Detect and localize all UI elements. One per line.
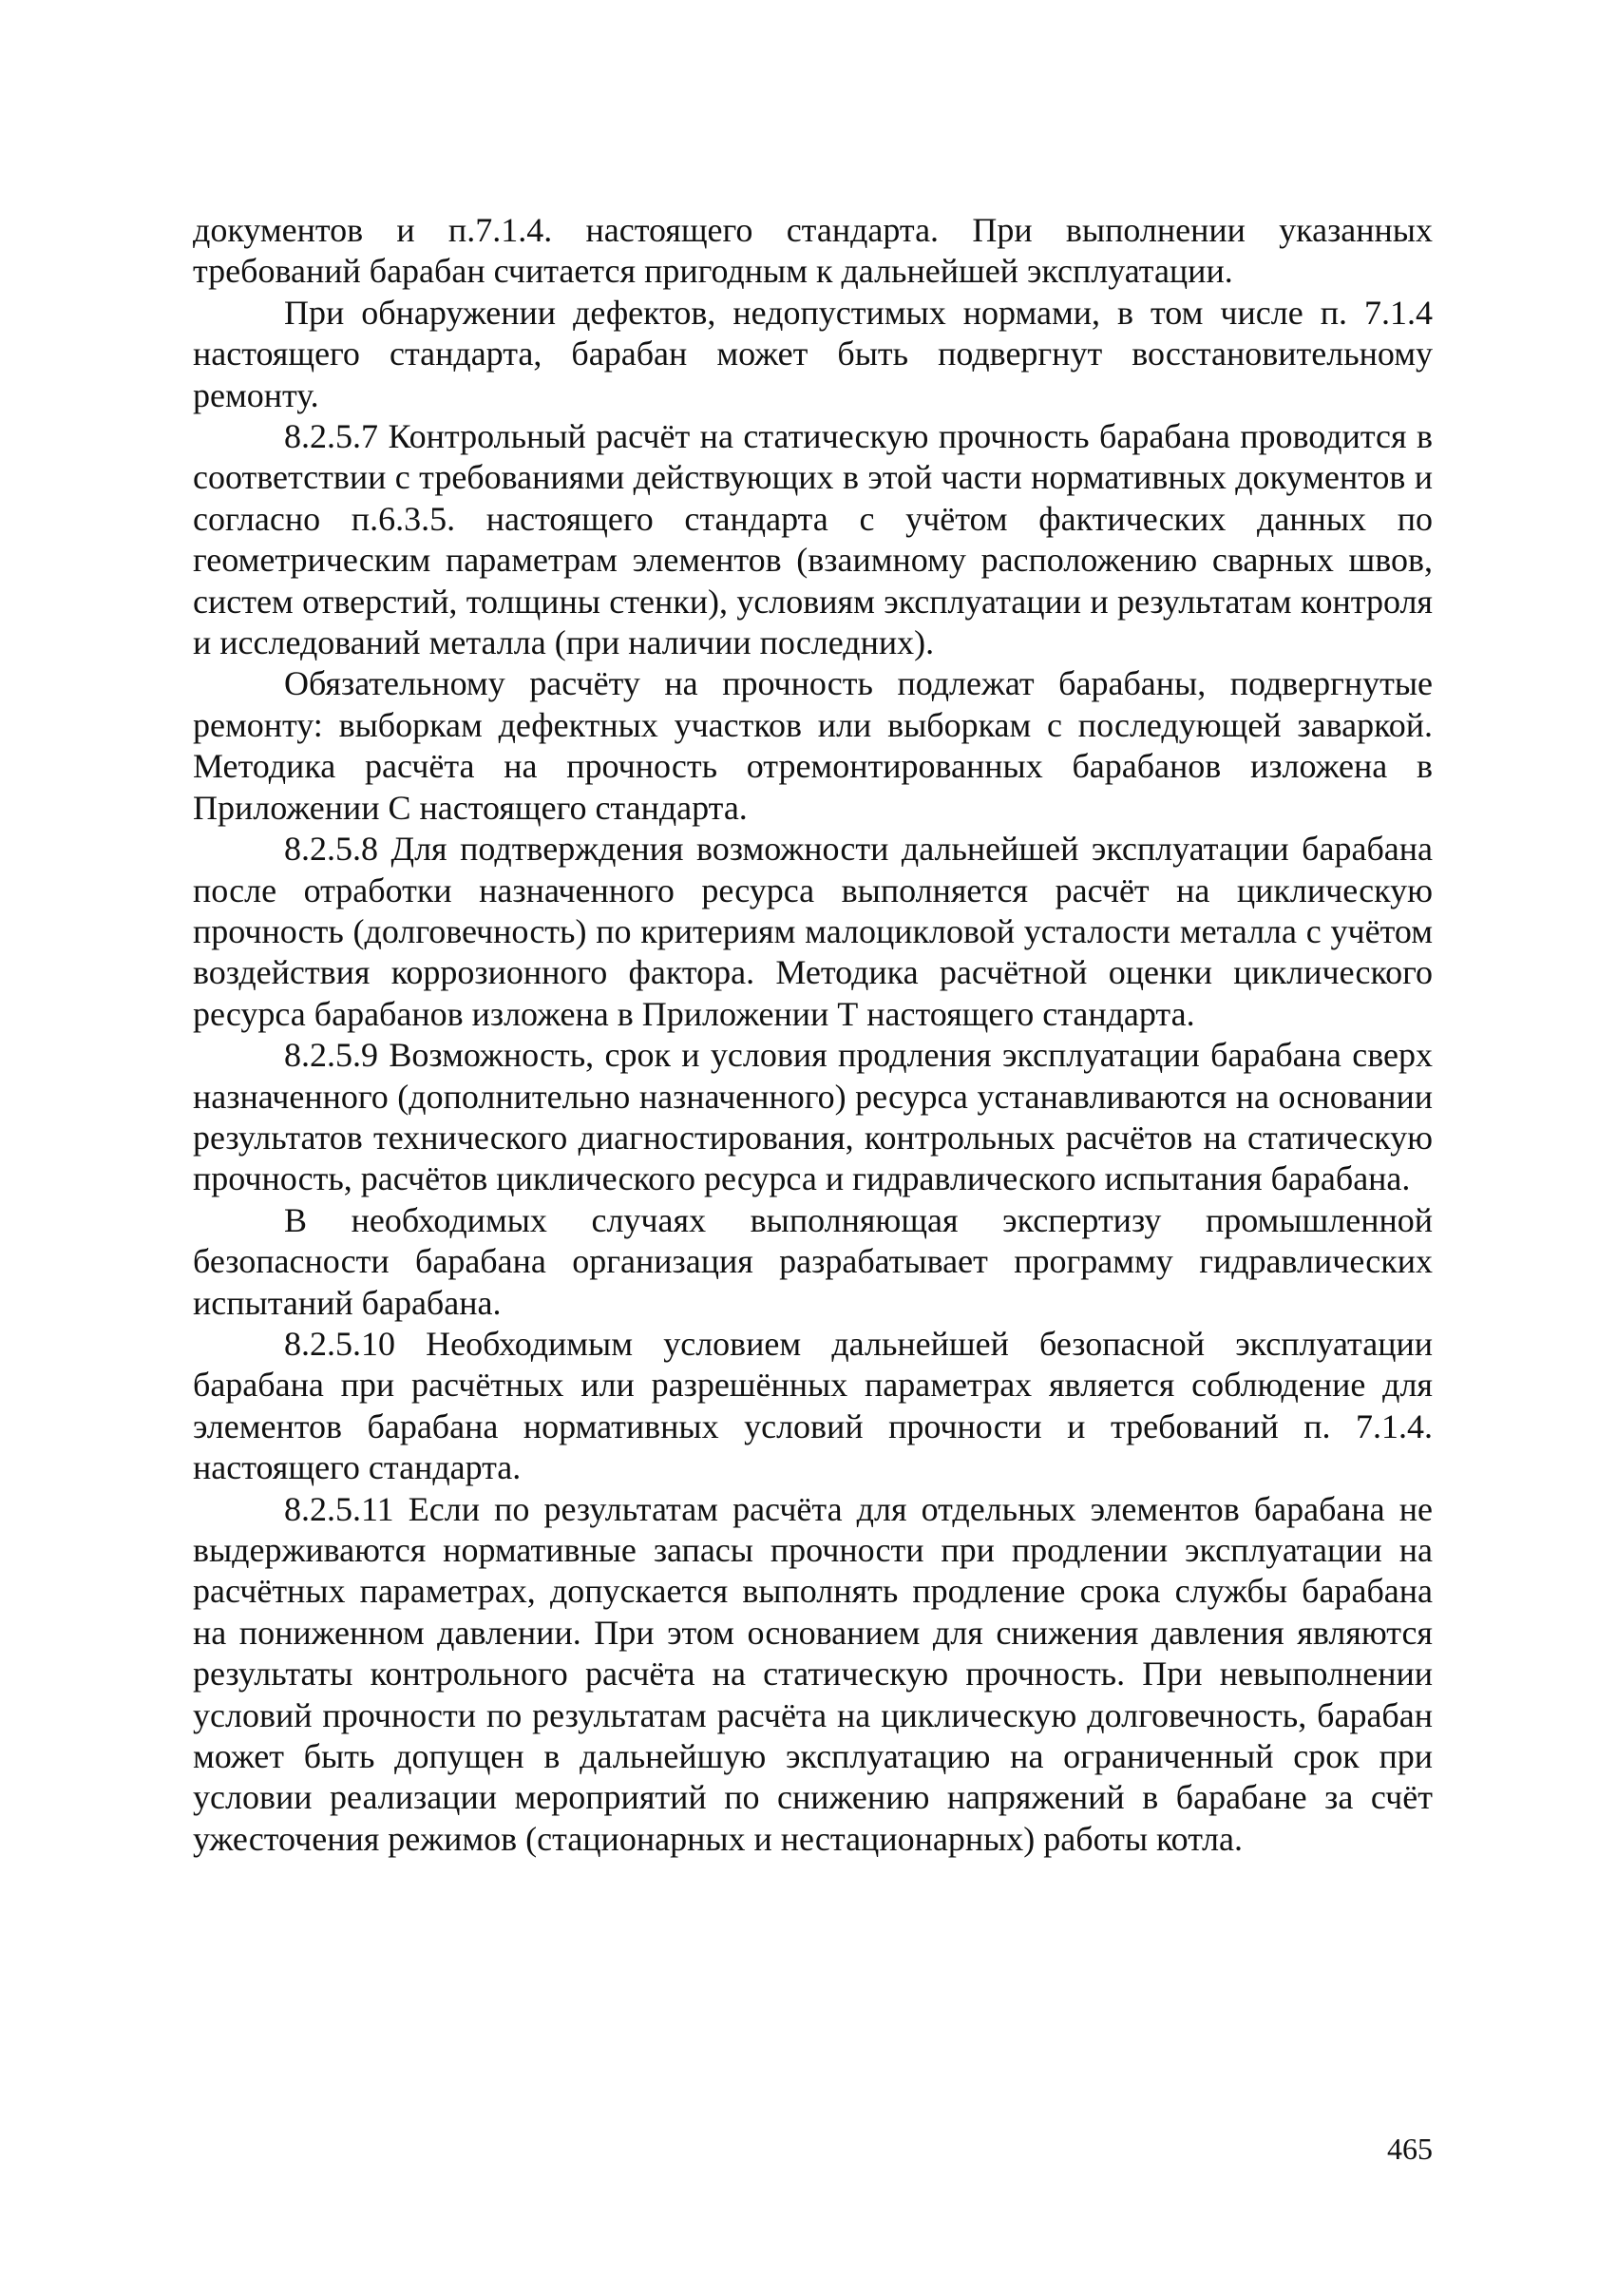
paragraph-8-2-5-10: 8.2.5.10 Необходимым условием дальнейшей безопасной эксплуатации барабана при расчётных или разрешённых параметрах является соблюдение для элементов барабана нормативных условий прочности и требований п. 7.1.4. настоящего стандарта. [193, 1324, 1433, 1487]
paragraph-hydraulic-program: В необходимых случаях выполняющая экспертизу промышленной безопасности барабана организация разрабатывает программу гидравлических испытаний барабана. [193, 1200, 1433, 1322]
paragraph-8-2-5-7: 8.2.5.7 Контрольный расчёт на статическую прочность барабана проводится в соответствии с требованиями действующих в этой части нормативных документов и согласно п.6.3.5. настоящего стандарта с учётом фактических данных по геометрическим параметрам элементов (взаимному расположению сварных швов, систем отверстий, толщины стенки), условиям эксплуатации и результатам контроля и исследований металла (при наличии последних). [193, 417, 1433, 662]
page-number: 465 [1387, 2132, 1433, 2166]
paragraph-8-2-5-8: 8.2.5.8 Для подтверждения возможности дальнейшей эксплуатации барабана после отработки назначенного ресурса выполняется расчёт на циклическую прочность (долговечность) по критериям малоцикловой усталости металла с учётом воздействия коррозионного фактора. Методика расчётной оценки циклического ресурса барабанов изложена в Приложении Т настоящего стандарта. [193, 830, 1433, 1033]
paragraph-mandatory-calculation: Обязательному расчёту на прочность подлежат барабаны, подвергнутые ремонту: выборкам дефектных участков или выборкам с последующей заваркой. Методика расчёта на прочность отремонтированных барабанов изложена в Приложении С настоящего стандарта. [193, 664, 1433, 827]
body-text [193, 210, 1433, 1860]
paragraph-8-2-5-9: 8.2.5.9 Возможность, срок и условия продления эксплуатации барабана сверх назначенного (дополнительно назначенного) ресурса устанавливаются на основании результатов технического диагностирования, контрольных расчётов на статическую прочность, расчётов циклического ресурса и гидравлического испытания барабана. [193, 1036, 1433, 1198]
paragraph-defects: При обнаружении дефектов, недопустимых нормами, в том числе п. 7.1.4 настоящего стандарта, барабан может быть подвергнут восстановительному ремонту. [193, 293, 1433, 414]
paragraph-continuation: документов и п.7.1.4. настоящего стандарта. При выполнении указанных требований барабан считается пригодным к дальнейшей эксплуатации. [193, 211, 1433, 291]
paragraph-8-2-5-11: 8.2.5.11 Если по результатам расчёта для отдельных элементов барабана не выдерживаются нормативные запасы прочности при продлении эксплуатации на расчётных параметрах, допускается выполнять продление срока службы барабана на пониженном давлении. При этом основанием для снижения давления являются результаты контрольного расчёта на статическую прочность. При невыполнении условий прочности по результатам расчёта на циклическую долговечность, барабан может быть допущен в дальнейшую эксплуатацию на ограниченный срок при условии реализации мероприятий по снижению напряжений в барабане за счёт ужесточения режимов (стационарных и нестационарных) работы котла. [193, 1489, 1433, 1858]
